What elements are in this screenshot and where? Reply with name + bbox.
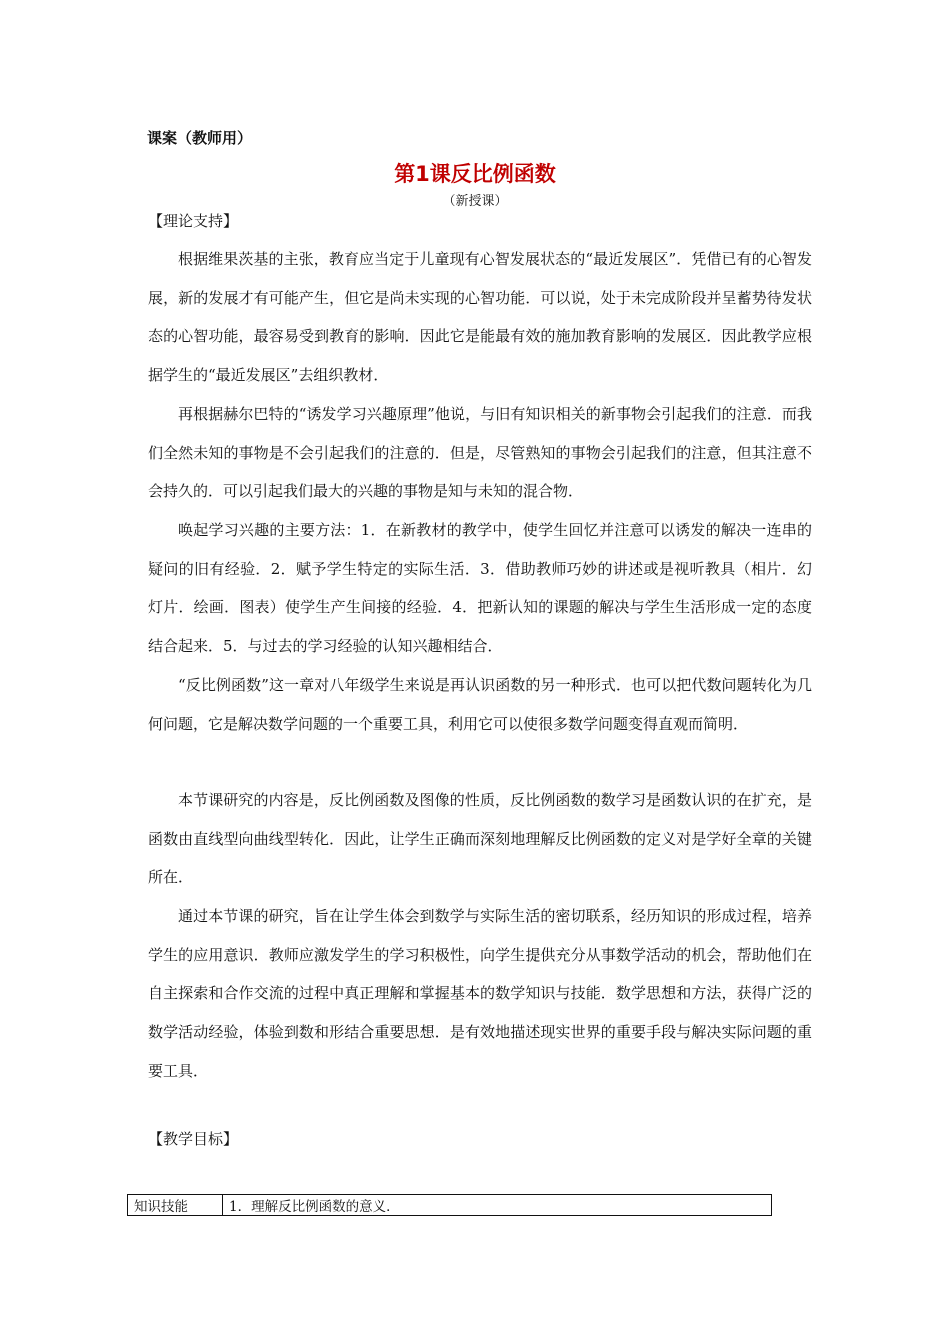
document-label: 课案（教师用）	[147, 129, 253, 147]
paragraph-vygotsky: 根据维果茨基的主张，教育应当定于儿童现有心智发展状态的“最近发展区”．凭借已有的心智发展，新的发展才有可能产生，但它是尚未实现的心智功能．可以说，处于未完成阶段并呈蓄势待发状态的心智功能，最容易受到教育的影响．因此它是能最有效的施加教育影响的发展区．因此教学应根据学生的“最近发展区”去组织教材．	[148, 250, 812, 385]
lesson-subtitle: （新授课）	[442, 194, 508, 209]
lesson-title: 第1课反比例函数	[394, 162, 556, 186]
paragraph-lesson-content: 本节课研究的内容是，反比例函数及图像的性质，反比例函数的数学习是函数认识的在扩充，是函数由直线型向曲线型转化．因此，让学生正确而深刻地理解反比例函数的定义对是学好全章的关键所在．	[148, 791, 812, 887]
goals-heading: 【教学目标】	[148, 1130, 239, 1148]
paragraph-chapter-intro: “反比例函数”这一章对八年级学生来说是再认识函数的另一种形式．也可以把代数问题转化为几何问题，它是解决数学问题的一个重要工具，利用它可以使很多数学问题变得直观而简明．	[148, 676, 812, 733]
goal-category-cell: 知识技能	[128, 1195, 223, 1216]
paragraph-lesson-aim: 通过本节课的研究，旨在让学生体会到数学与实际生活的密切联系，经历知识的形成过程，培养学生的应用意识．教师应激发学生的学习积极性，向学生提供充分从事数学活动的机会，帮助他们在自主探索和合作交流的过程中真正理解和掌握基本的数学知识与技能．数学思想和方法，获得广泛的数学活动经验，体验到数和形结合重要思想．是有效地描述现实世界的重要手段与解决实际问题的重要工具．	[148, 907, 812, 1080]
paragraph-interest-methods: 唤起学习兴趣的主要方法：1．在新教材的教学中，使学生回忆并注意可以诱发的解决一连串的疑问的旧有经验．2．赋予学生特定的实际生活．3．借助教师巧妙的讲述或是视听教具（相片．幻灯片．绘画．图表）使学生产生间接的经验．4．把新认知的课题的解决与学生生活形成一定的态度结合起来．5．与过去的学习经验的认知兴趣相结合．	[148, 521, 812, 656]
table-row	[128, 1195, 772, 1216]
goal-content-cell: 1．理解反比例函数的意义．	[223, 1195, 772, 1216]
goals-table	[127, 1194, 772, 1216]
theory-heading: 【理论支持】	[148, 212, 239, 230]
paragraph-herbart: 再根据赫尔巴特的“诱发学习兴趣原理”他说，与旧有知识相关的新事物会引起我们的注意．而我们全然未知的事物是不会引起我们的注意的．但是，尽管熟知的事物会引起我们的注意，但其注意不会持久的．可以引起我们最大的兴趣的事物是知与未知的混合物．	[148, 405, 812, 501]
